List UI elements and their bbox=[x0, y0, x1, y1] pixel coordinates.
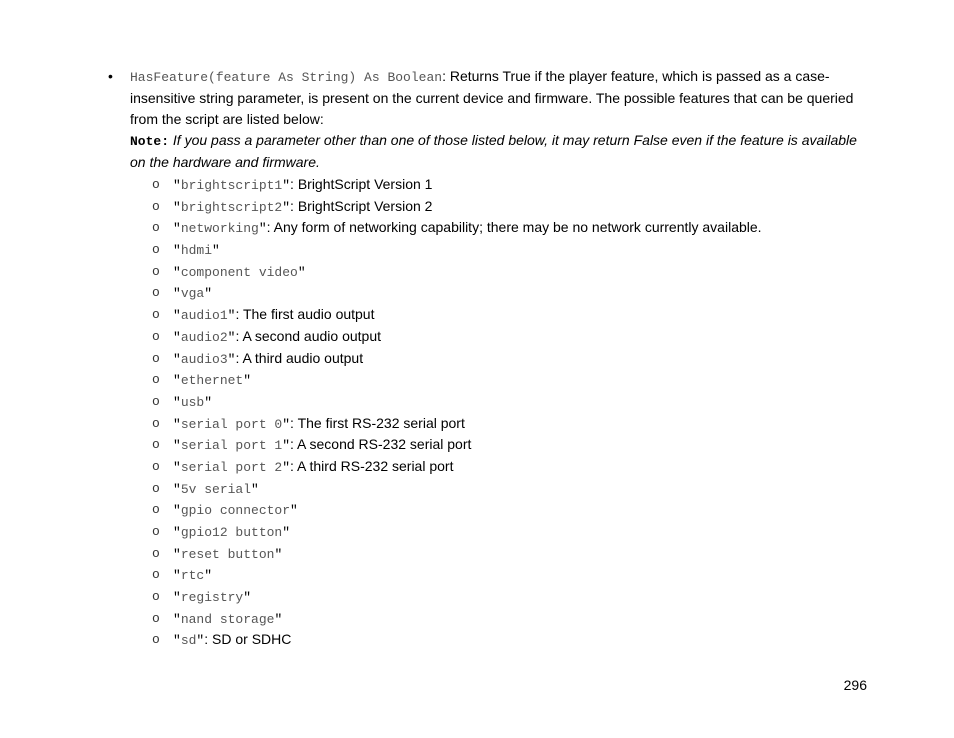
open-quote: " bbox=[173, 525, 181, 540]
feature-name: networking bbox=[180, 221, 259, 237]
feature-item bbox=[150, 174, 870, 196]
feature-item bbox=[150, 261, 870, 283]
feature-name: nand storage bbox=[180, 611, 275, 627]
close-quote: " bbox=[204, 286, 213, 302]
list-marker: o bbox=[152, 350, 160, 366]
list-marker: o bbox=[152, 285, 160, 301]
feature-name: reset button bbox=[180, 546, 275, 562]
list-marker: o bbox=[152, 610, 160, 626]
feature-item bbox=[150, 499, 870, 521]
list-marker: o bbox=[152, 480, 160, 496]
close-quote: " bbox=[212, 243, 220, 259]
feature-description: : SD or SDHC bbox=[204, 631, 292, 648]
close-quote: " bbox=[282, 416, 291, 432]
close-quote: " bbox=[274, 546, 283, 562]
open-quote: " bbox=[173, 568, 181, 584]
feature-item bbox=[150, 586, 870, 608]
close-quote: " bbox=[243, 373, 252, 389]
list-marker: o bbox=[152, 198, 160, 214]
list-marker: o bbox=[152, 502, 160, 518]
feature-description: : A third RS-232 serial port bbox=[290, 457, 454, 474]
feature-description: : BrightScript Version 2 bbox=[290, 197, 433, 214]
feature-item bbox=[150, 217, 870, 239]
feature-name: serial port 0 bbox=[180, 416, 283, 432]
feature-description: : The first audio output bbox=[235, 306, 375, 323]
method-signature: HasFeature(feature As String) As Boolean bbox=[130, 70, 443, 85]
feature-item bbox=[150, 304, 870, 326]
method-description: : Returns True if the player feature, which is passed as a case-insensitive string parameter, is present on the current device and firmware. The possible features that can be queried from the script are listed below: bbox=[130, 68, 854, 127]
list-marker: o bbox=[152, 545, 160, 561]
feature-name: rtc bbox=[180, 568, 205, 584]
open-quote: " bbox=[173, 546, 181, 562]
list-marker: o bbox=[152, 589, 160, 605]
open-quote: " bbox=[173, 243, 181, 259]
feature-item bbox=[150, 456, 870, 478]
list-marker: o bbox=[152, 177, 160, 192]
feature-name: gpio connector bbox=[180, 503, 291, 519]
list-marker: o bbox=[152, 632, 160, 648]
list-marker: o bbox=[152, 307, 160, 323]
close-quote: " bbox=[282, 178, 291, 193]
feature-item bbox=[150, 478, 870, 500]
close-quote: " bbox=[290, 503, 298, 519]
feature-name: serial port 2 bbox=[180, 459, 283, 475]
feature-name: component video bbox=[180, 264, 298, 280]
feature-list bbox=[150, 174, 870, 651]
open-quote: " bbox=[173, 373, 181, 389]
feature-name: gpio12 button bbox=[180, 525, 283, 540]
list-marker: o bbox=[152, 263, 160, 279]
open-quote: " bbox=[173, 308, 181, 324]
feature-name: audio1 bbox=[180, 308, 228, 324]
list-marker: o bbox=[152, 220, 160, 236]
open-quote: " bbox=[173, 199, 181, 215]
feature-item bbox=[150, 239, 870, 261]
feature-item bbox=[150, 434, 870, 456]
open-quote: " bbox=[173, 264, 181, 280]
open-quote: " bbox=[173, 633, 181, 649]
close-quote: " bbox=[227, 351, 236, 367]
feature-name: ethernet bbox=[180, 373, 244, 389]
close-quote: " bbox=[258, 221, 267, 237]
feature-name: registry bbox=[180, 590, 244, 606]
open-quote: " bbox=[173, 416, 181, 432]
list-marker: o bbox=[152, 458, 160, 474]
note-label: Note: bbox=[130, 134, 170, 149]
feature-name: brightscript2 bbox=[180, 199, 283, 215]
feature-item bbox=[150, 282, 870, 304]
open-quote: " bbox=[173, 286, 181, 302]
list-marker: o bbox=[152, 242, 160, 258]
feature-description: : A third audio output bbox=[235, 349, 364, 366]
list-marker: o bbox=[152, 372, 160, 388]
close-quote: " bbox=[274, 611, 283, 627]
feature-description: : Any form of networking capability; there may be no network currently available. bbox=[266, 219, 762, 236]
feature-name: brightscript1 bbox=[180, 178, 283, 193]
feature-name: audio3 bbox=[180, 351, 228, 367]
feature-name: audio2 bbox=[180, 329, 228, 345]
feature-item bbox=[150, 564, 870, 586]
open-quote: " bbox=[173, 394, 181, 410]
feature-description: : BrightScript Version 1 bbox=[290, 176, 433, 192]
list-marker: o bbox=[152, 393, 160, 409]
feature-item bbox=[150, 196, 870, 218]
close-quote: " bbox=[282, 459, 291, 475]
list-marker: o bbox=[152, 415, 160, 431]
feature-item bbox=[150, 348, 870, 370]
feature-item bbox=[150, 369, 870, 391]
list-marker: o bbox=[152, 524, 160, 539]
close-quote: " bbox=[243, 590, 252, 606]
open-quote: " bbox=[173, 221, 181, 237]
feature-name: sd bbox=[180, 633, 197, 649]
page-number: 296 bbox=[843, 677, 867, 693]
list-marker: o bbox=[152, 437, 160, 453]
list-marker: o bbox=[152, 328, 160, 344]
open-quote: " bbox=[173, 329, 181, 345]
hasfeature-bullet bbox=[108, 66, 870, 173]
open-quote: " bbox=[173, 481, 181, 497]
feature-item bbox=[150, 629, 870, 651]
open-quote: " bbox=[173, 438, 181, 454]
close-quote: " bbox=[196, 633, 205, 649]
feature-description: : A second audio output bbox=[235, 327, 382, 344]
open-quote: " bbox=[173, 459, 181, 475]
open-quote: " bbox=[173, 351, 181, 367]
note-text: If you pass a parameter other than one of those listed below, it may return False even if the feature is available on the hardware and firmware. bbox=[130, 132, 857, 170]
close-quote: " bbox=[282, 199, 291, 215]
open-quote: " bbox=[173, 590, 181, 606]
close-quote: " bbox=[227, 329, 236, 345]
close-quote: " bbox=[204, 568, 213, 584]
feature-name: usb bbox=[180, 394, 205, 410]
feature-item bbox=[150, 413, 870, 435]
close-quote: " bbox=[282, 525, 291, 540]
open-quote: " bbox=[173, 178, 181, 193]
feature-item bbox=[150, 521, 870, 543]
list-marker: o bbox=[152, 567, 160, 583]
feature-item bbox=[150, 326, 870, 348]
open-quote: " bbox=[173, 611, 181, 627]
feature-name: serial port 1 bbox=[180, 438, 283, 454]
close-quote: " bbox=[251, 481, 259, 497]
feature-name: 5v serial bbox=[180, 481, 252, 497]
open-quote: " bbox=[173, 503, 181, 519]
close-quote: " bbox=[297, 264, 306, 280]
close-quote: " bbox=[227, 308, 236, 324]
feature-description: : The first RS-232 serial port bbox=[290, 414, 465, 431]
bullet-dot: • bbox=[108, 68, 113, 84]
close-quote: " bbox=[282, 438, 291, 454]
feature-name: vga bbox=[180, 286, 205, 302]
feature-item bbox=[150, 391, 870, 413]
feature-description: : A second RS-232 serial port bbox=[290, 436, 472, 453]
feature-name: hdmi bbox=[180, 243, 213, 259]
feature-item bbox=[150, 608, 870, 630]
close-quote: " bbox=[204, 394, 213, 410]
feature-item bbox=[150, 543, 870, 565]
